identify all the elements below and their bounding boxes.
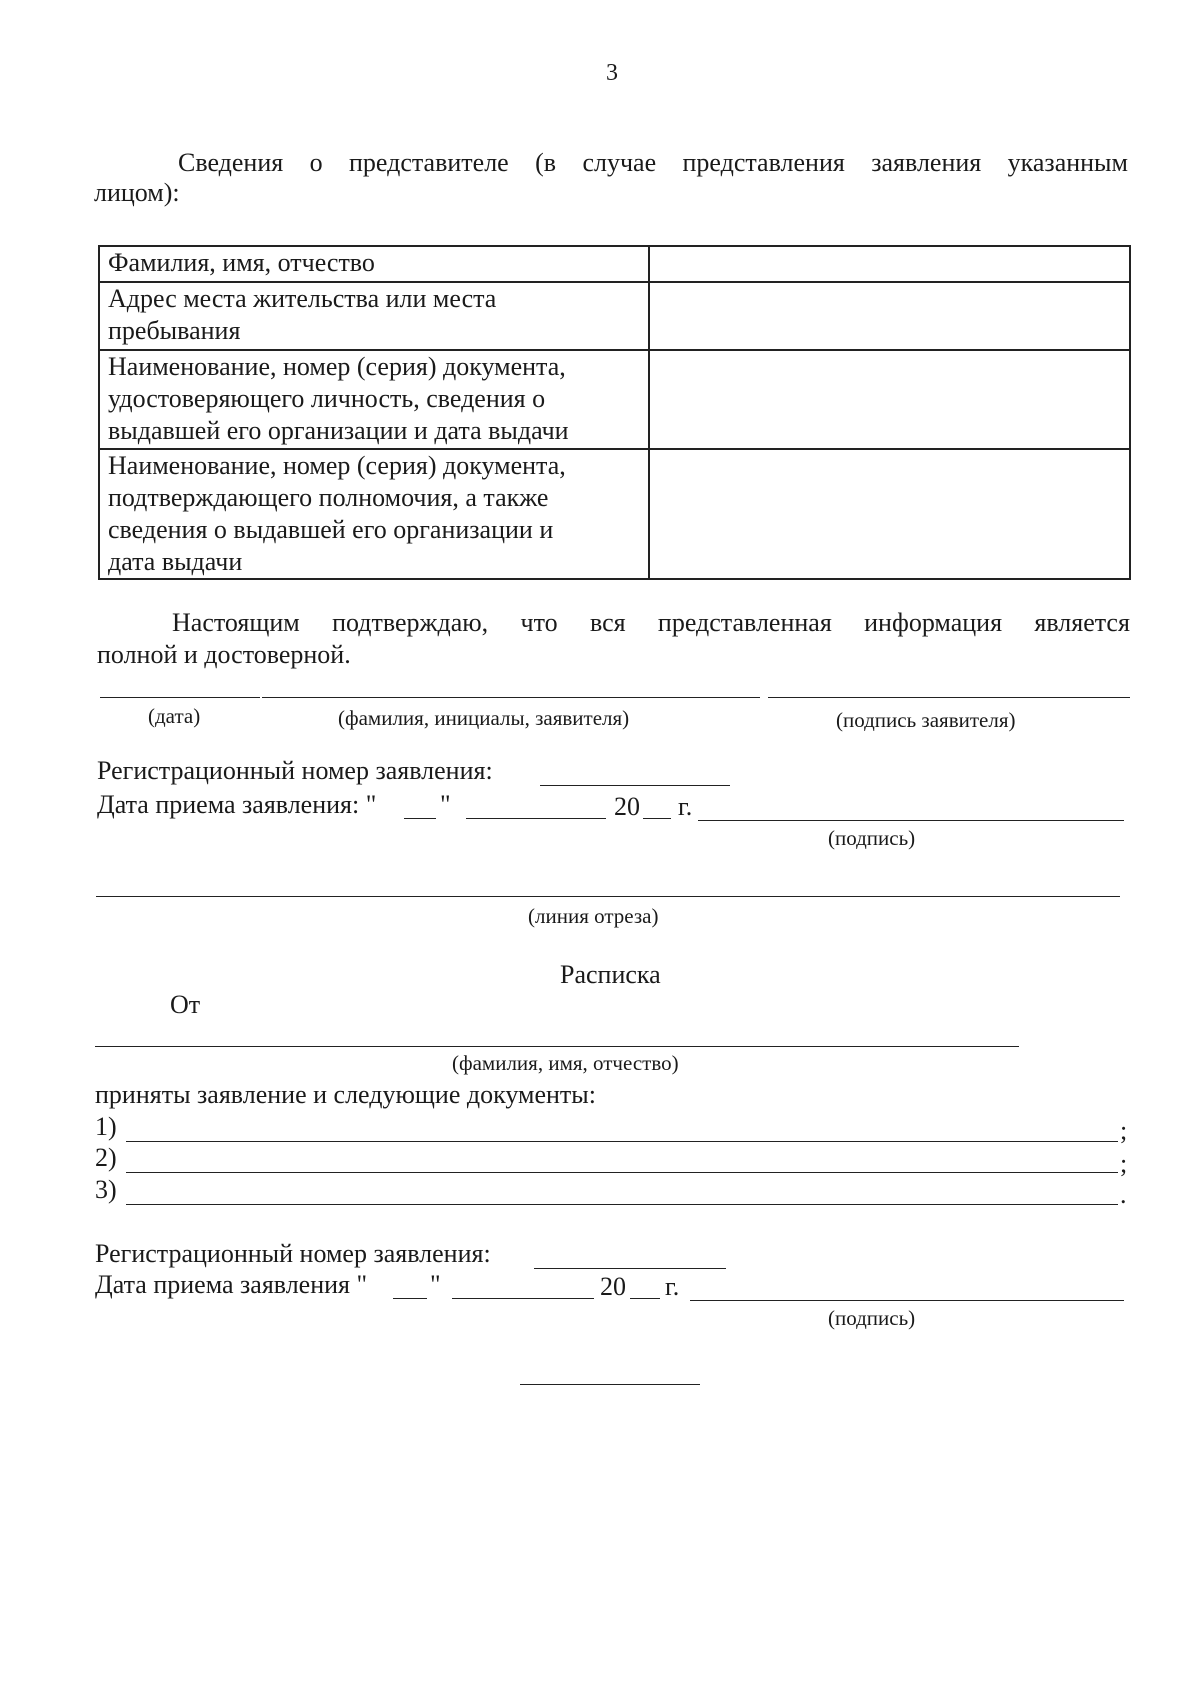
cut-line-caption: (линия отреза) bbox=[528, 904, 659, 928]
document-end-mark: . bbox=[1120, 1180, 1127, 1209]
label-line: Фамилия, имя, отчество bbox=[108, 248, 375, 277]
signature-line-2[interactable] bbox=[690, 1300, 1124, 1301]
signature-caption: (подпись заявителя) bbox=[836, 708, 1016, 732]
reg-number-field-line[interactable] bbox=[540, 785, 730, 786]
table-value-cell[interactable] bbox=[649, 350, 1130, 449]
receipt-name-caption: (фамилия, имя, отчество) bbox=[452, 1051, 679, 1075]
name-field-line[interactable] bbox=[262, 697, 760, 698]
confirm-word: что bbox=[520, 608, 558, 637]
document-number: 1) bbox=[95, 1112, 117, 1141]
signature-caption-2: (подпись) bbox=[828, 1306, 916, 1330]
signature-line-1[interactable] bbox=[698, 820, 1124, 821]
table-label-cell bbox=[99, 246, 649, 282]
table-row bbox=[99, 449, 1130, 579]
confirmation-line2: полной и достоверной. bbox=[97, 640, 351, 669]
document-number: 3) bbox=[95, 1175, 117, 1204]
quote-close: " bbox=[440, 790, 451, 819]
document-field-line[interactable] bbox=[126, 1204, 1118, 1205]
table-label-cell bbox=[99, 449, 649, 579]
intro-word: случае bbox=[582, 148, 657, 177]
page-number: 3 bbox=[606, 60, 618, 86]
intro-word: представления bbox=[682, 148, 845, 177]
quote-close-2: " bbox=[430, 1270, 441, 1299]
table-row bbox=[99, 246, 1130, 282]
signature-caption-1: (подпись) bbox=[828, 826, 916, 850]
year-field-line-2[interactable] bbox=[630, 1298, 660, 1299]
reg-number-label-2: Регистрационный номер заявления: bbox=[95, 1239, 491, 1268]
intro-word: указанным bbox=[1007, 148, 1128, 177]
month-field-line-2[interactable] bbox=[452, 1298, 594, 1299]
month-field-line[interactable] bbox=[466, 818, 606, 819]
label-line: Наименование, номер (серия) документа, bbox=[108, 451, 566, 480]
date-received-label-2: Дата приема заявления " bbox=[95, 1270, 368, 1299]
date-caption: (дата) bbox=[148, 704, 201, 728]
representative-intro-line1 bbox=[178, 148, 1128, 178]
confirm-word: является bbox=[1034, 608, 1130, 637]
year-prefix: 20 bbox=[614, 792, 640, 821]
intro-word: представителе bbox=[349, 148, 509, 177]
cut-line bbox=[96, 896, 1120, 897]
year-suffix: г. bbox=[678, 792, 693, 821]
intro-word: заявления bbox=[871, 148, 982, 177]
receipt-accepted-text: приняты заявление и следующие документы: bbox=[95, 1080, 596, 1109]
document-field-line[interactable] bbox=[126, 1172, 1118, 1173]
year-field-line[interactable] bbox=[643, 818, 671, 819]
label-line: пребывания bbox=[108, 316, 241, 345]
document-number: 2) bbox=[95, 1143, 117, 1172]
document-field-line[interactable] bbox=[126, 1141, 1118, 1142]
label-line: Наименование, номер (серия) документа, bbox=[108, 352, 566, 381]
table-label-cell bbox=[99, 282, 649, 350]
year-prefix-2: 20 bbox=[600, 1272, 626, 1301]
table-label-cell bbox=[99, 350, 649, 449]
day-field-line[interactable] bbox=[404, 818, 436, 819]
representative-table bbox=[98, 245, 1131, 580]
label-line: выдавшей его организации и дата выдачи bbox=[108, 416, 569, 445]
intro-word: Сведения bbox=[178, 148, 284, 177]
confirm-word: подтверждаю, bbox=[332, 608, 489, 637]
name-caption: (фамилия, инициалы, заявителя) bbox=[338, 706, 630, 730]
label-line: удостоверяющего личность, сведения о bbox=[108, 384, 546, 413]
representative-intro-line2: лицом): bbox=[94, 178, 180, 207]
table-value-cell[interactable] bbox=[649, 282, 1130, 350]
date-received-label: Дата приема заявления: " bbox=[97, 790, 377, 819]
confirm-word: вся bbox=[589, 608, 626, 637]
signature-field-line[interactable] bbox=[768, 697, 1130, 698]
reg-number-field-line-2[interactable] bbox=[534, 1268, 726, 1269]
day-field-line-2[interactable] bbox=[393, 1298, 427, 1299]
table-value-cell[interactable] bbox=[649, 246, 1130, 282]
confirm-word: информация bbox=[864, 608, 1003, 637]
label-line: дата выдачи bbox=[108, 547, 243, 576]
date-field-line[interactable] bbox=[100, 697, 260, 698]
document-end-mark: ; bbox=[1120, 1149, 1128, 1178]
label-line: сведения о выдавшей его организации и bbox=[108, 515, 554, 544]
end-divider bbox=[520, 1384, 700, 1385]
intro-word: (в bbox=[535, 148, 557, 177]
confirm-word: представленная bbox=[657, 608, 832, 637]
table-value-cell[interactable] bbox=[649, 449, 1130, 579]
document-end-mark: ; bbox=[1120, 1116, 1128, 1145]
year-suffix-2: г. bbox=[665, 1272, 680, 1301]
receipt-name-field-line[interactable] bbox=[95, 1046, 1019, 1047]
label-line: Адрес места жительства или места bbox=[108, 284, 497, 313]
receipt-title: Расписка bbox=[560, 960, 661, 989]
table-row bbox=[99, 350, 1130, 449]
label-line: подтверждающего полномочия, а также bbox=[108, 483, 549, 512]
receipt-from-label: От bbox=[170, 990, 201, 1019]
reg-number-label: Регистрационный номер заявления: bbox=[97, 756, 493, 785]
table-row bbox=[99, 282, 1130, 350]
confirmation-line1 bbox=[172, 608, 1130, 638]
intro-word: о bbox=[309, 148, 323, 177]
confirm-word: Настоящим bbox=[172, 608, 300, 637]
